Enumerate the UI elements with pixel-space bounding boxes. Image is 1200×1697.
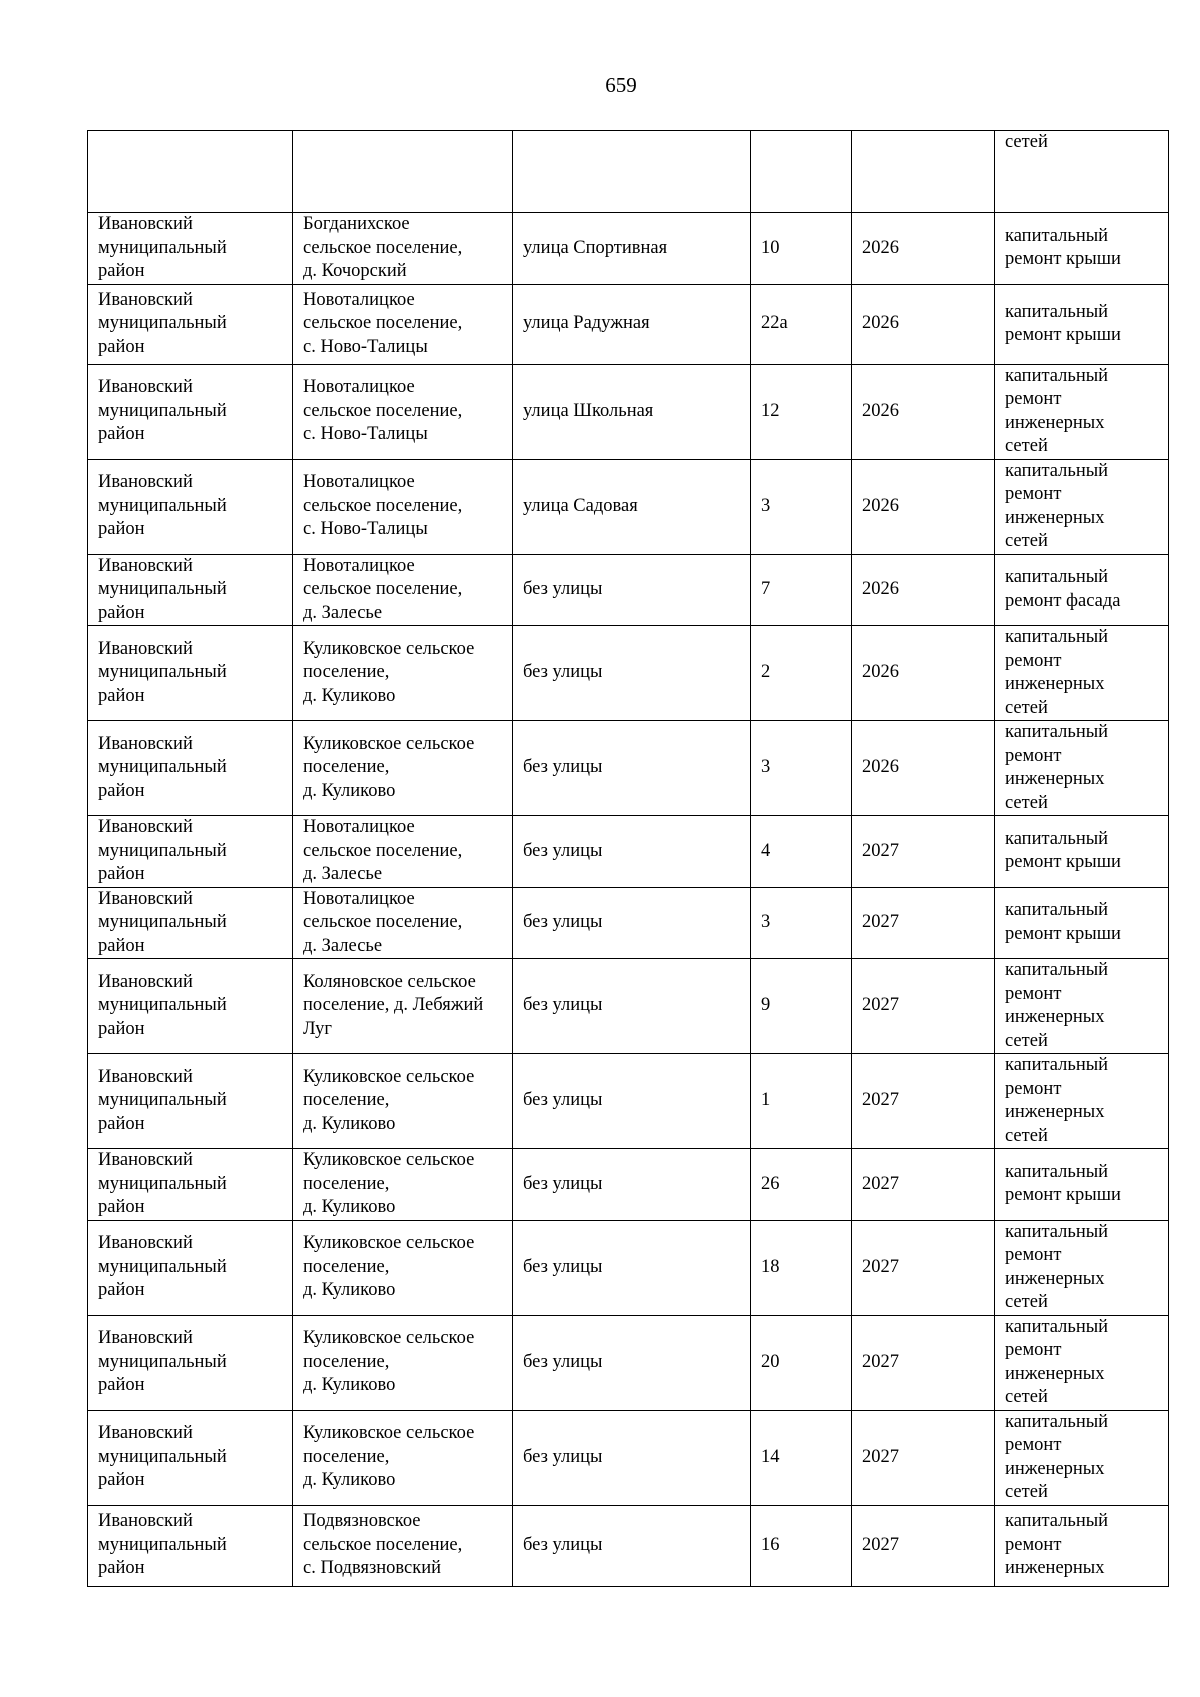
district-cell [88, 459, 293, 554]
house-number-cell-text: 7 [761, 579, 771, 599]
district-cell [88, 1220, 293, 1315]
year-cell [852, 1220, 995, 1315]
settlement-cell [293, 284, 513, 364]
street-cell-text: без улицы [523, 579, 603, 599]
district-cell [88, 816, 293, 888]
settlement-cell-text: Новоталицкое сельское поселение, с. Ново-Талицы [303, 289, 463, 357]
street-cell [513, 284, 751, 364]
street-cell-text: улица Садовая [523, 495, 638, 516]
settlement-cell [293, 459, 513, 554]
year-cell [852, 816, 995, 888]
district-cell-text: Ивановский муниципальный район [98, 472, 227, 540]
street-cell-text: без улицы [523, 1090, 603, 1111]
house-number-cell [751, 459, 852, 554]
house-number-cell [751, 1505, 852, 1586]
district-cell [88, 1505, 293, 1586]
street-cell-text: без улицы [523, 757, 603, 778]
year-cell-text: 2026 [862, 237, 899, 258]
year-cell [852, 1149, 995, 1221]
work-type-cell-text: капитальный ремонт крыши [1005, 900, 1121, 944]
house-number-cell-text: 22а [761, 313, 788, 334]
year-cell-text: 2026 [862, 400, 899, 421]
year-cell [852, 364, 995, 459]
settlement-cell [293, 1505, 513, 1586]
street-cell [513, 1220, 751, 1315]
work-type-cell [995, 887, 1169, 959]
table-row [88, 1054, 1169, 1149]
year-cell-text: 2027 [862, 912, 899, 932]
settlement-cell-text: Куликовское сельское поселение, д. Куликово [303, 733, 475, 801]
district-cell-text: Ивановский муниципальный район [98, 214, 227, 281]
district-cell-text: Ивановский муниципальный район [98, 1150, 227, 1217]
year-cell-text: 2026 [862, 579, 899, 599]
street-cell [513, 1505, 751, 1586]
street-cell-text: без улицы [523, 912, 603, 932]
street-cell-text: без улицы [523, 840, 603, 861]
district-cell [88, 1054, 293, 1149]
district-cell-text: Ивановский муниципальный район [98, 817, 227, 884]
table-row [88, 1315, 1169, 1410]
work-type-cell [995, 1149, 1169, 1221]
district-cell-text: Ивановский муниципальный район [98, 1066, 227, 1134]
year-cell-text: 2027 [862, 840, 899, 861]
house-number-cell [751, 721, 852, 816]
work-type-cell-text: капитальный ремонт инженерных сетей [1005, 627, 1109, 718]
settlement-cell [293, 1054, 513, 1149]
table-row [88, 1505, 1169, 1586]
year-cell [852, 284, 995, 364]
work-type-cell-text: капитальный ремонт крыши [1005, 828, 1121, 873]
year-cell [852, 1505, 995, 1586]
work-type-cell-text: капитальный ремонт инженерных сетей [1005, 460, 1109, 551]
settlement-cell [293, 1149, 513, 1221]
settlement-cell [293, 1410, 513, 1505]
house-number-cell-text: 4 [761, 840, 771, 861]
house-number-cell [751, 1149, 852, 1221]
work-type-cell-text: капитальный ремонт инженерных сетей [1005, 722, 1109, 813]
street-cell [513, 1410, 751, 1505]
settlement-cell [293, 131, 513, 213]
work-type-cell-text: сетей [1005, 132, 1048, 152]
street-cell [513, 459, 751, 554]
settlement-cell [293, 364, 513, 459]
street-cell [513, 213, 751, 285]
settlement-cell [293, 626, 513, 721]
district-cell-text: Ивановский муниципальный район [98, 733, 227, 801]
work-type-cell [995, 721, 1169, 816]
year-cell-text: 2027 [862, 1351, 899, 1372]
district-cell [88, 213, 293, 285]
work-type-cell [995, 213, 1169, 285]
street-cell-text: улица Школьная [523, 400, 654, 421]
street-cell [513, 626, 751, 721]
street-cell [513, 887, 751, 959]
work-type-cell [995, 1220, 1169, 1315]
work-type-cell-text: капитальный ремонт инженерных сетей [1005, 1316, 1109, 1407]
work-type-cell-text: капитальный ремонт инженерных сетей [1005, 1055, 1109, 1146]
house-number-cell [751, 131, 852, 213]
district-cell [88, 1149, 293, 1221]
street-cell-text: без улицы [523, 662, 603, 683]
work-type-cell [995, 554, 1169, 626]
settlement-cell-text: Куликовское сельское поселение, д. Куликово [303, 1150, 475, 1217]
house-number-cell [751, 213, 852, 285]
table-row [88, 1410, 1169, 1505]
work-type-cell [995, 459, 1169, 554]
settlement-cell-text: Куликовское сельское поселение, д. Куликово [303, 1233, 475, 1301]
house-number-cell [751, 284, 852, 364]
table-row [88, 459, 1169, 554]
house-number-cell-text: 20 [761, 1351, 780, 1372]
year-cell-text: 2027 [862, 1090, 899, 1111]
year-cell-text: 2027 [862, 1173, 899, 1194]
house-number-cell [751, 1315, 852, 1410]
work-type-cell [995, 364, 1169, 459]
table-row [88, 626, 1169, 721]
work-type-cell [995, 1505, 1169, 1586]
repair-schedule-table [87, 130, 1169, 1587]
table-body [88, 131, 1169, 1587]
house-number-cell-text: 2 [761, 662, 771, 683]
district-cell [88, 554, 293, 626]
settlement-cell [293, 213, 513, 285]
street-cell [513, 959, 751, 1054]
year-cell [852, 626, 995, 721]
work-type-cell-text: капитальный ремонт инженерных сетей [1005, 365, 1109, 456]
settlement-cell-text: Новоталицкое сельское поселение, д. Залесье [303, 817, 463, 884]
house-number-cell-text: 9 [761, 995, 771, 1016]
settlement-cell-text: Новоталицкое сельское поселение, с. Ново-Талицы [303, 377, 463, 445]
year-cell [852, 959, 995, 1054]
year-cell [852, 131, 995, 213]
house-number-cell [751, 1410, 852, 1505]
year-cell [852, 554, 995, 626]
work-type-cell [995, 1054, 1169, 1149]
street-cell-text: улица Радужная [523, 313, 650, 334]
year-cell-text: 2027 [862, 1534, 899, 1555]
house-number-cell [751, 1054, 852, 1149]
work-type-cell [995, 626, 1169, 721]
work-type-cell [995, 959, 1169, 1054]
work-type-cell-text: капитальный ремонт фасада [1005, 567, 1121, 611]
table-row [88, 959, 1169, 1054]
work-type-cell [995, 1315, 1169, 1410]
year-cell [852, 459, 995, 554]
settlement-cell-text: Богданихское сельское поселение, д. Кочорский [303, 214, 463, 281]
street-cell [513, 721, 751, 816]
street-cell [513, 131, 751, 213]
year-cell [852, 721, 995, 816]
district-cell-text: Ивановский муниципальный район [98, 1511, 227, 1579]
house-number-cell-text: 1 [761, 1090, 771, 1111]
street-cell [513, 364, 751, 459]
year-cell-text: 2027 [862, 1256, 899, 1277]
district-cell [88, 284, 293, 364]
district-cell [88, 887, 293, 959]
district-cell [88, 364, 293, 459]
district-cell [88, 959, 293, 1054]
settlement-cell [293, 1315, 513, 1410]
settlement-cell-text: Куликовское сельское поселение, д. Куликово [303, 1328, 475, 1396]
table-row [88, 131, 1169, 213]
district-cell-text: Ивановский муниципальный район [98, 971, 227, 1039]
settlement-cell-text: Куликовское сельское поселение, д. Куликово [303, 1423, 475, 1491]
table-row [88, 721, 1169, 816]
table-row [88, 554, 1169, 626]
house-number-cell [751, 1220, 852, 1315]
year-cell [852, 1054, 995, 1149]
street-cell [513, 1054, 751, 1149]
work-type-cell [995, 131, 1169, 213]
year-cell [852, 213, 995, 285]
house-number-cell-text: 10 [761, 237, 780, 258]
district-cell-text: Ивановский муниципальный район [98, 289, 227, 357]
year-cell-text: 2026 [862, 757, 899, 778]
table-row [88, 1220, 1169, 1315]
house-number-cell-text: 12 [761, 400, 780, 421]
house-number-cell [751, 364, 852, 459]
district-cell-text: Ивановский муниципальный район [98, 888, 227, 956]
table-row [88, 284, 1169, 364]
house-number-cell-text: 14 [761, 1446, 780, 1467]
district-cell-text: Ивановский муниципальный район [98, 377, 227, 445]
district-cell-text: Ивановский муниципальный район [98, 555, 227, 623]
year-cell-text: 2027 [862, 1446, 899, 1467]
work-type-cell [995, 284, 1169, 364]
street-cell-text: без улицы [523, 995, 603, 1016]
district-cell-text: Ивановский муниципальный район [98, 1233, 227, 1301]
work-type-cell-text: капитальный ремонт инженерных сетей [1005, 960, 1109, 1051]
street-cell-text: без улицы [523, 1534, 603, 1555]
settlement-cell-text: Новоталицкое сельское поселение, с. Ново-Талицы [303, 472, 463, 540]
house-number-cell [751, 626, 852, 721]
table-row [88, 1149, 1169, 1221]
district-cell [88, 1410, 293, 1505]
year-cell [852, 887, 995, 959]
work-type-cell [995, 816, 1169, 888]
year-cell-text: 2027 [862, 995, 899, 1016]
house-number-cell [751, 887, 852, 959]
street-cell [513, 1315, 751, 1410]
settlement-cell [293, 816, 513, 888]
settlement-cell [293, 1220, 513, 1315]
street-cell-text: улица Спортивная [523, 237, 668, 258]
district-cell-text: Ивановский муниципальный район [98, 1328, 227, 1396]
house-number-cell-text: 18 [761, 1256, 780, 1277]
settlement-cell [293, 554, 513, 626]
street-cell [513, 554, 751, 626]
house-number-cell-text: 3 [761, 495, 771, 516]
work-type-cell-text: капитальный ремонт инженерных сетей [1005, 1221, 1109, 1312]
table-row [88, 816, 1169, 888]
work-type-cell-text: капитальный ремонт крыши [1005, 225, 1121, 270]
year-cell-text: 2026 [862, 313, 899, 334]
settlement-cell [293, 887, 513, 959]
year-cell-text: 2026 [862, 662, 899, 683]
house-number-cell-text: 16 [761, 1534, 780, 1555]
house-number-cell-text: 3 [761, 757, 771, 778]
table-row [88, 213, 1169, 285]
district-cell [88, 131, 293, 213]
street-cell-text: без улицы [523, 1446, 603, 1467]
settlement-cell-text: Куликовское сельское поселение, д. Куликово [303, 1066, 475, 1134]
district-cell [88, 626, 293, 721]
street-cell [513, 1149, 751, 1221]
settlement-cell-text: Новоталицкое сельское поселение, д. Залесье [303, 555, 463, 623]
district-cell [88, 1315, 293, 1410]
district-cell [88, 721, 293, 816]
work-type-cell-text: капитальный ремонт инженерных сетей [1005, 1411, 1109, 1502]
street-cell-text: без улицы [523, 1256, 603, 1277]
settlement-cell-text: Новоталицкое сельское поселение, д. Залесье [303, 888, 463, 956]
settlement-cell-text: Коляновское сельское поселение, д. Лебяжий Луг [303, 971, 484, 1039]
street-cell-text: без улицы [523, 1351, 603, 1372]
work-type-cell [995, 1410, 1169, 1505]
settlement-cell-text: Подвязновское сельское поселение, с. Подвязновский [303, 1511, 463, 1579]
street-cell-text: без улицы [523, 1173, 603, 1194]
page-number: 659 [605, 73, 637, 97]
work-type-cell-text: капитальный ремонт крыши [1005, 1161, 1121, 1206]
district-cell-text: Ивановский муниципальный район [98, 638, 227, 706]
work-type-cell-text: капитальный ремонт крыши [1005, 301, 1121, 345]
settlement-cell [293, 721, 513, 816]
work-type-cell-text: капитальный ремонт инженерных [1005, 1511, 1109, 1579]
settlement-cell [293, 959, 513, 1054]
house-number-cell [751, 959, 852, 1054]
year-cell [852, 1315, 995, 1410]
settlement-cell-text: Куликовское сельское поселение, д. Куликово [303, 638, 475, 706]
table-row [88, 364, 1169, 459]
street-cell [513, 816, 751, 888]
house-number-cell [751, 816, 852, 888]
table-row [88, 887, 1169, 959]
year-cell [852, 1410, 995, 1505]
house-number-cell-text: 3 [761, 912, 771, 932]
house-number-cell-text: 26 [761, 1173, 780, 1194]
district-cell-text: Ивановский муниципальный район [98, 1423, 227, 1491]
house-number-cell [751, 554, 852, 626]
year-cell-text: 2026 [862, 495, 899, 516]
